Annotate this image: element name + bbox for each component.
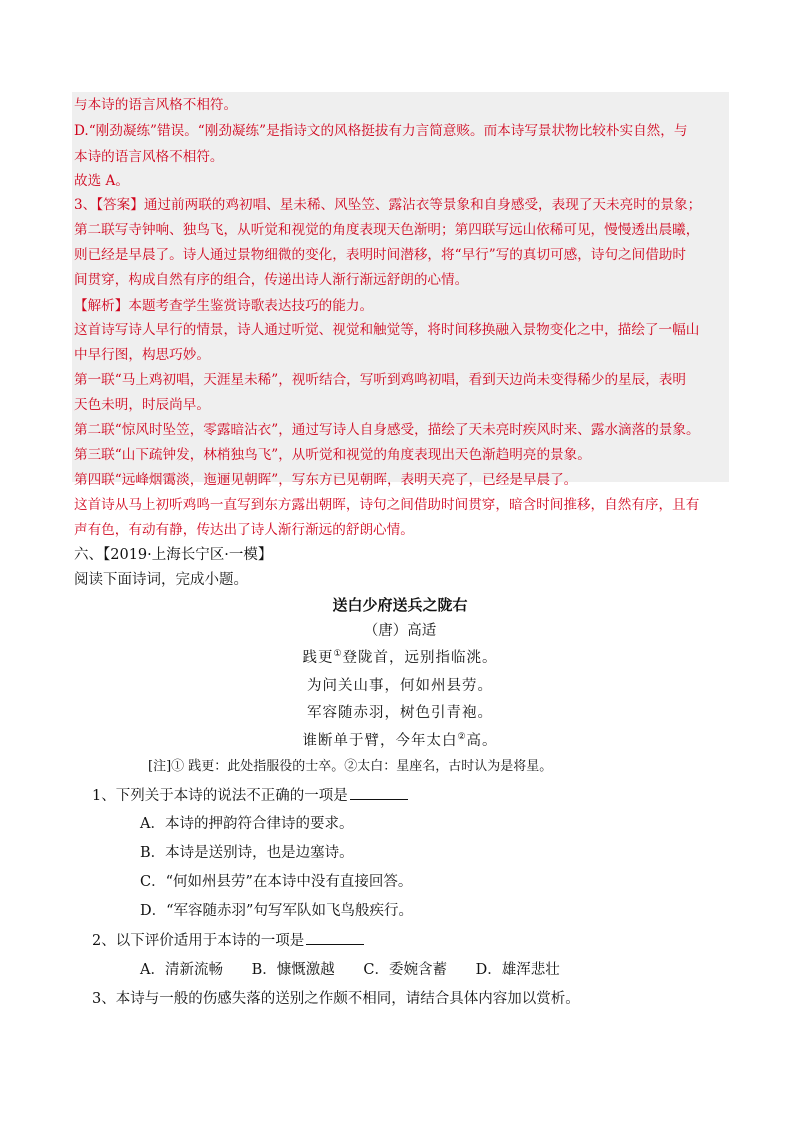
- answer-line: D.“刚劲凝练”错误。“刚劲凝练”是指诗文的风格挺拔有力言简意赅。而本诗写景状物比较朴实自然，与: [74, 123, 688, 139]
- poem-line: 军容随赤羽，树色引青袍。: [307, 705, 493, 721]
- question-1: 1、下列关于本诗的说法不正确的一项是: [92, 783, 408, 809]
- answer-line: 间贯穿，构成自然有序的组合，传递出诗人渐行渐远舒朗的心情。: [74, 272, 469, 288]
- answer-line: 声有色，有动有静，传达出了诗人渐行渐远的舒朗心情。: [74, 522, 414, 538]
- instruction-text: 阅读下面诗词，完成小题。: [74, 572, 248, 588]
- answer-line: 这首诗从马上初听鸡鸣一直写到东方露出朝晖，诗句之间借助时间贯穿，暗含时间推移，自然有序，且有: [74, 497, 700, 513]
- answer-line: 3、【答案】通过前两联的鸡初唱、星未稀、风坠笠、露沾衣等景象和自身感受，表现了天未亮时的景象；: [74, 197, 702, 213]
- poem-line: 为问关山事，何如州县劳。: [307, 678, 493, 694]
- q2-option-b: B．慷慨激越: [251, 962, 335, 978]
- poem-line: 谁断单于臂，今年太白②高。: [302, 732, 498, 749]
- answer-line: 本诗的语言风格不相符。: [74, 149, 224, 165]
- question-2: 2、以下评价适用于本诗的一项是: [92, 928, 364, 954]
- q1-option-c: C．“何如州县劳”在本诗中没有直接回答。: [140, 874, 413, 890]
- q2-options: [140, 957, 584, 983]
- answer-line: 第二联写寺钟响、独鸟飞，从听觉和视觉的角度表现天色渐明；第四联写远山依稀可见，慢慢透出晨曦，: [74, 222, 700, 238]
- q2-option-a: A．清新流畅: [140, 962, 223, 978]
- answer-line: 天色未明，时辰尚早。: [74, 397, 210, 413]
- answer-line: 中早行图，构思巧妙。: [74, 347, 210, 363]
- q2-option-c: C．委婉含蓄: [363, 962, 447, 978]
- answer-line: 第四联“远峰烟霭淡，迤逦见朝晖”，写东方已见朝晖，表明天亮了，已经是早晨了。: [74, 472, 578, 488]
- poem-note: [注]① 践更：此处指服役的士卒。②太白：星座名，古时认为是将星。: [148, 759, 553, 774]
- poem-title: 送白少府送兵之陇右: [332, 596, 468, 614]
- q1-option-d: D．“军容随赤羽”句写军队如飞鸟般疾行。: [140, 903, 413, 919]
- poem-author: （唐）高适: [363, 623, 437, 639]
- answer-blank[interactable]: [350, 785, 408, 800]
- answer-line: 与本诗的语言风格不相符。: [74, 97, 238, 113]
- analysis-heading: 【解析】本题考查学生鉴赏诗歌表达技巧的能力。: [74, 298, 374, 314]
- q1-option-a: A．本诗的押韵符合律诗的要求。: [140, 816, 354, 832]
- answer-line: 故选 A。: [74, 173, 129, 189]
- answer-line: 则已经是早晨了。诗人通过景物细微的变化，表明时间潜移，将“早行”写的真切可感，诗句之间借助时: [74, 247, 687, 263]
- q2-option-d: D．雄浑悲壮: [475, 962, 560, 978]
- question-3: 3、本诗与一般的伤感失落的送别之作颇不相同，请结合具体内容加以赏析。: [92, 991, 580, 1007]
- answer-blank[interactable]: [306, 930, 364, 945]
- answer-line: 第一联“马上鸡初唱，天涯星未稀”，视听结合，写听到鸡鸣初唱，看到天边尚未变得稀少的星辰，表明: [74, 372, 687, 388]
- answer-line: 这首诗写诗人早行的情景，诗人通过听觉、视觉和触觉等，将时间移换融入景物变化之中，描绘了一幅山: [74, 322, 700, 338]
- section-header: 六、【2019·上海长宁区·一模】: [74, 547, 273, 563]
- q1-option-b: B．本诗是送别诗，也是边塞诗。: [140, 845, 354, 861]
- poem-line: 践更①登陇首，远别指临洮。: [302, 649, 498, 666]
- answer-line: 第二联“惊风时坠笠，零露暗沾衣”，通过写诗人自身感受，描绘了天未亮时疾风时来、露水滴落的景象。: [74, 422, 700, 438]
- answer-line: 第三联“山下疏钟发，林梢独鸟飞”，从听觉和视觉的角度表现出天色渐趋明亮的景象。: [74, 447, 591, 463]
